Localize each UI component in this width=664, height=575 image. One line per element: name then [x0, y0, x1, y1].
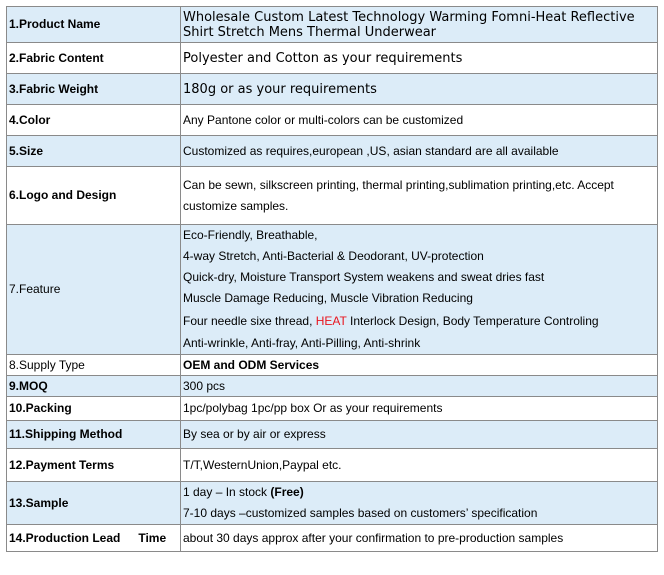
row-value: OEM and ODM Services: [181, 355, 658, 376]
spec-row-fabric-content: [7, 43, 658, 74]
row-value: [181, 225, 658, 355]
feature-line: Eco-Friendly, Breathable,: [183, 228, 318, 242]
row-label: 11.Shipping Method: [7, 421, 181, 449]
row-value: T/T,WesternUnion,Paypal etc.: [181, 449, 658, 482]
row-label: 1.Product Name: [7, 7, 181, 43]
sample-text: 1 day – In stock: [183, 485, 271, 499]
label-text: Time: [138, 530, 167, 545]
row-value: Any Pantone color or multi-colors can be customized: [181, 105, 658, 136]
row-value: 1pc/polybag 1pc/pp box Or as your requirements: [181, 397, 658, 421]
spec-row-color: [7, 105, 658, 136]
feature-text: Interlock Design, Body Temperature Controling: [346, 314, 599, 328]
spec-row-moq: [7, 376, 658, 397]
row-label: 5.Size: [7, 136, 181, 167]
row-label: 6.Logo and Design: [7, 167, 181, 225]
row-label: 9.MOQ: [7, 376, 181, 397]
spec-row-packing: [7, 397, 658, 421]
row-value: By sea or by air or express: [181, 421, 658, 449]
spec-row-payment: [7, 449, 658, 482]
feature-line: [183, 309, 655, 333]
row-label: 13.Sample: [7, 482, 181, 525]
feature-text: Four needle sixe thread,: [183, 314, 316, 328]
row-label: 8.Supply Type: [7, 355, 181, 376]
row-value: Wholesale Custom Latest Technology Warming Fomni-Heat Reflective Shirt Stretch Mens Thermal Underwear: [181, 7, 658, 43]
row-value: 300 pcs: [181, 376, 658, 397]
feature-line: Quick-dry, Moisture Transport System weakens and sweat dries fast: [183, 270, 545, 284]
spec-row-fabric-weight: [7, 74, 658, 105]
row-label: 7.Feature: [7, 225, 181, 355]
row-value: Polyester and Cotton as your requirements: [181, 43, 658, 74]
feature-line: Anti-wrinkle, Anti-fray, Anti-Pilling, Anti-shrink: [183, 336, 421, 350]
feature-line: Muscle Damage Reducing, Muscle Vibration Reducing: [183, 291, 473, 305]
row-value: [181, 482, 658, 525]
spec-row-product-name: [7, 7, 658, 43]
row-label: 12.Payment Terms: [7, 449, 181, 482]
spec-row-feature: [7, 225, 658, 355]
spec-row-sample: [7, 482, 658, 525]
spec-row-logo-design: [7, 167, 658, 225]
row-value: Can be sewn, silkscreen printing, thermal printing,sublimation printing,etc. Accept customize samples.: [181, 167, 658, 225]
row-label: 4.Color: [7, 105, 181, 136]
free-label: (Free): [270, 485, 304, 499]
sample-line: [183, 482, 655, 503]
spec-row-shipping: [7, 421, 658, 449]
row-label: 10.Packing: [7, 397, 181, 421]
sample-line: 7-10 days –customized samples based on customers’ specification: [183, 506, 538, 520]
row-value: 180g or as your requirements: [181, 74, 658, 105]
heat-highlight: HEAT: [315, 314, 347, 328]
spec-row-lead-time: [7, 525, 658, 552]
spec-row-size: [7, 136, 658, 167]
spec-row-supply-type: [7, 355, 658, 376]
row-value: about 30 days approx after your confirmation to pre-production samples: [181, 525, 658, 552]
product-spec-table: [6, 6, 658, 552]
row-label: 3.Fabric Weight: [7, 74, 181, 105]
label-text: 14.Production Lead: [9, 530, 121, 545]
row-value: Customized as requires,european ,US, asian standard are all available: [181, 136, 658, 167]
row-label: 2.Fabric Content: [7, 43, 181, 74]
row-label: [7, 525, 181, 552]
feature-line: 4-way Stretch, Anti-Bacterial & Deodorant, UV-protection: [183, 249, 484, 263]
